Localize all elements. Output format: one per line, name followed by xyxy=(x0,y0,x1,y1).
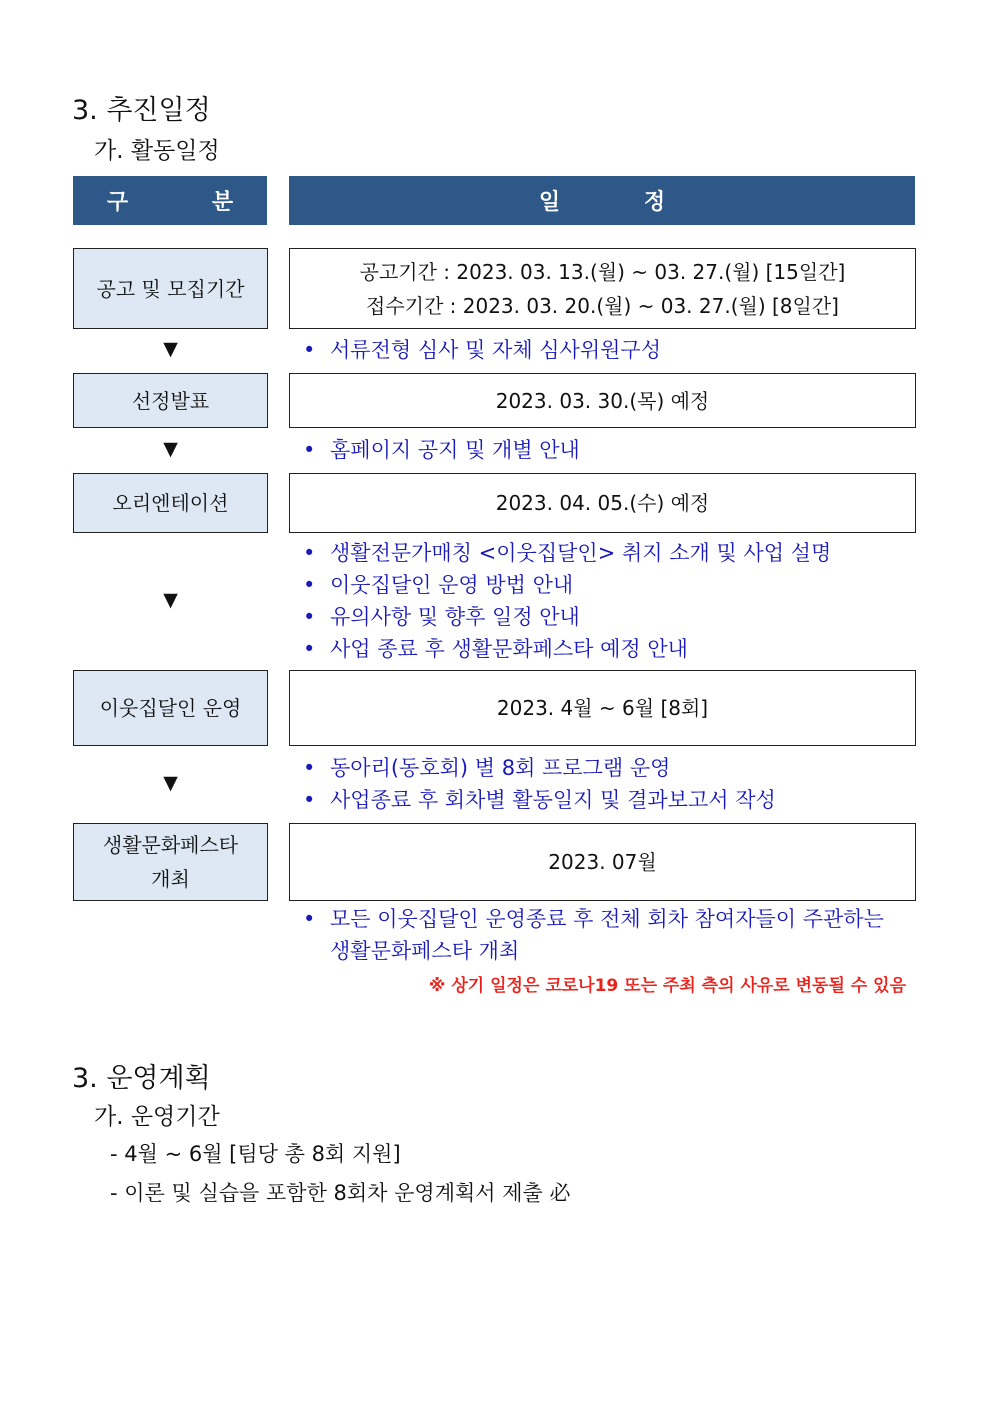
down-arrow-icon: ▼ xyxy=(163,589,178,611)
note-item: • 이웃집달인 운영 방법 안내 xyxy=(303,573,574,597)
note-list xyxy=(303,537,913,665)
section-subtitle: 가. 활동일정 xyxy=(94,138,220,164)
schedule-line: 2023. 04. 05.(수) 예정 xyxy=(495,491,710,515)
category-cell xyxy=(73,823,268,901)
category-cell: 이웃집달인 운영 xyxy=(73,670,268,746)
note-item: • 홈페이지 공지 및 개별 안내 xyxy=(303,438,580,462)
schedule-cell xyxy=(289,373,916,428)
schedule-line: 2023. 03. 30.(목) 예정 xyxy=(495,388,710,413)
section-title: 3. 추진일정 xyxy=(72,95,211,126)
schedule-cell xyxy=(289,670,916,746)
note-list xyxy=(303,752,913,816)
category-line: 개최 xyxy=(151,867,190,891)
schedule-line: 공고기간 : 2023. 03. 13.(월) ~ 03. 27.(월) [15일간] xyxy=(359,259,846,284)
schedule-cell xyxy=(289,248,916,329)
category-cell: 오리엔테이션 xyxy=(73,473,268,533)
section-subtitle: 가. 운영기간 xyxy=(94,1104,220,1130)
schedule-line: 2023. 4월 ~ 6월 [8회] xyxy=(496,696,709,720)
down-arrow-icon: ▼ xyxy=(163,338,178,360)
category-line: 생활문화페스타 xyxy=(102,833,239,857)
header-category: 구 분 xyxy=(73,176,267,225)
down-arrow-icon: ▼ xyxy=(163,772,178,794)
schedule-line: 접수기간 : 2023. 03. 20.(월) ~ 03. 27.(월) [8일간] xyxy=(366,293,839,318)
note-item: • 유의사항 및 향후 일정 안내 xyxy=(303,605,580,629)
note-item: • 서류전형 심사 및 자체 심사위원구성 xyxy=(303,338,661,362)
note-item: • 사업 종료 후 생활문화페스타 예정 안내 xyxy=(303,637,688,661)
header-schedule: 일 정 xyxy=(289,176,915,225)
footnote: ※ 상기 일정은 코로나19 또는 주최 측의 사유로 변동될 수 있음 xyxy=(428,976,906,996)
note-item: • 동아리(동호회) 별 8회 프로그램 운영 xyxy=(303,756,671,780)
plan-item: - 4월 ~ 6월 [팀당 총 8회 지원] xyxy=(110,1142,401,1166)
schedule-cell xyxy=(289,823,916,901)
note-item: • 사업종료 후 회차별 활동일지 및 결과보고서 작성 xyxy=(303,788,776,812)
schedule-line: 2023. 07월 xyxy=(548,850,657,874)
category-cell: 선정발표 xyxy=(73,373,268,428)
note-item: • 모든 이웃집달인 운영종료 후 전체 회차 참여자들이 주관하는 생활문화페스타 개최 xyxy=(303,907,884,963)
plan-item: - 이론 및 실습을 포함한 8회차 운영계획서 제출 必 xyxy=(110,1181,571,1205)
category-cell: 공고 및 모집기간 xyxy=(73,248,268,329)
section-title: 3. 운영계획 xyxy=(72,1063,211,1094)
schedule-cell xyxy=(289,473,916,533)
down-arrow-icon: ▼ xyxy=(163,438,178,460)
note-item: • 생활전문가매칭 <이웃집달인> 취지 소개 및 사업 설명 xyxy=(303,541,832,565)
